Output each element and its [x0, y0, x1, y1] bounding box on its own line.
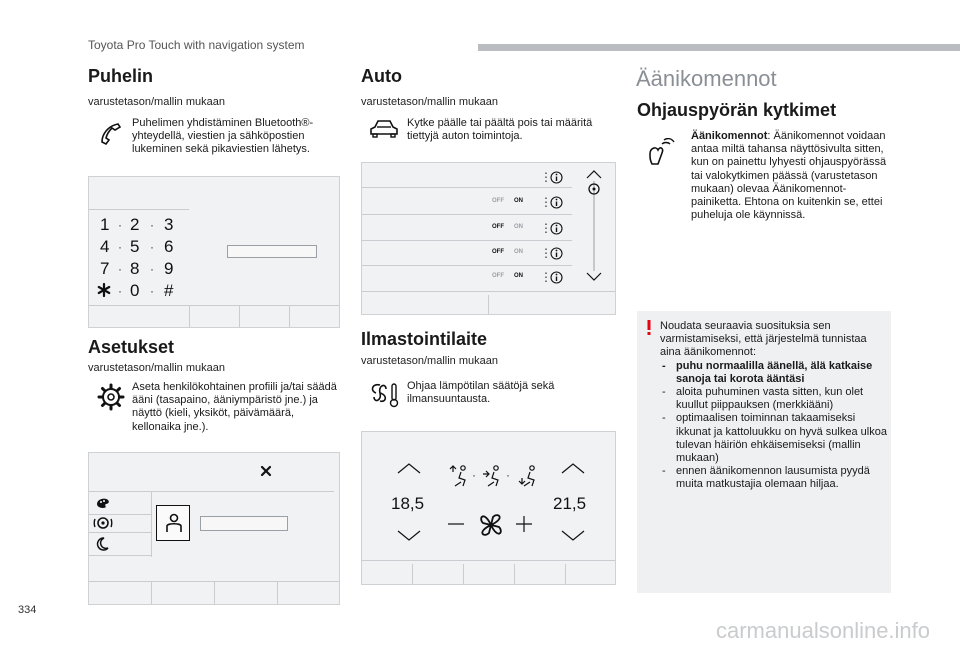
toggle-1-off[interactable]: OFF	[492, 198, 504, 204]
phone-icon	[98, 120, 124, 146]
exclamation-warning-icon	[645, 320, 653, 336]
aanikomennot-description	[691, 130, 891, 222]
ilmastointi-title: Ilmastointilaite	[361, 329, 488, 349]
airflow-face-icon[interactable]	[449, 464, 473, 488]
keypad-key-1[interactable]: 1	[100, 215, 110, 234]
close-icon[interactable]	[260, 465, 272, 477]
temp-left-down-icon[interactable]	[396, 530, 422, 542]
toggle-4-off[interactable]: OFF	[492, 273, 504, 279]
scrollbar[interactable]	[584, 167, 604, 285]
keypad-key-9[interactable]: 9	[164, 259, 174, 278]
info-icon[interactable]	[550, 196, 563, 209]
watermark: carmanualsonline.info	[716, 618, 931, 643]
asterisk-key-icon[interactable]	[97, 283, 111, 297]
palette-icon[interactable]	[95, 496, 111, 510]
asetukset-title: Asetukset	[88, 337, 175, 357]
info-icon[interactable]	[550, 271, 563, 284]
warning-list	[660, 360, 888, 492]
keypad-key-hash[interactable]: #	[164, 281, 174, 300]
page-number: 334	[18, 604, 37, 616]
warning-text	[660, 320, 888, 492]
temp-left-value: 18,5	[391, 494, 425, 513]
toggle-2-off[interactable]: OFF	[492, 224, 504, 230]
warning-item: - aloita puhuminen vasta sitten, kun olet kuullut piippauksen (merkkiääni)	[660, 386, 888, 412]
puhelin-title: Puhelin	[88, 66, 154, 86]
header-bar	[478, 44, 960, 51]
asetukset-description: Aseta henkilökohtainen profiili ja/tai säädä ääni (tasapaino, ääniympäristö jne.) ja näyttö (kieli, yksiköt, päivämäärä, kellonaika jne.).	[132, 381, 337, 433]
fan-icon	[474, 508, 508, 542]
toggle-2-on[interactable]: ON	[514, 224, 523, 230]
number-display-field[interactable]	[227, 245, 317, 258]
puhelin-description: Puhelimen yhdistäminen Bluetooth®-yhteydellä, viestien ja sähköpostien lukeminen sekä pikaviestien lähetys.	[132, 117, 314, 156]
warning-item: - ennen äänikomennon lausumista pyydä muita matkustajia olemaan hiljaa.	[660, 465, 888, 491]
toggle-3-on[interactable]: ON	[514, 249, 523, 255]
settings-screen	[88, 452, 340, 605]
temp-right-up-icon[interactable]	[560, 462, 586, 474]
running-header: Toyota Pro Touch with navigation system	[88, 38, 305, 52]
profile-name-field[interactable]	[200, 516, 288, 531]
ilmastointi-description: Ohjaa lämpötilan säätöjä sekä ilmansuuntausta.	[407, 380, 555, 406]
airflow-windshield-icon[interactable]	[518, 464, 542, 488]
auto-description: Kytke päälle tai päältä pois tai määritä tiettyjä auton toimintoja.	[407, 117, 593, 143]
user-profile-icon	[165, 513, 183, 533]
temp-right-down-icon[interactable]	[560, 530, 586, 542]
temp-left-up-icon[interactable]	[396, 462, 422, 474]
auto-title: Auto	[361, 66, 402, 86]
keypad-key-3[interactable]: 3	[164, 215, 174, 234]
fan-increase-icon[interactable]	[516, 516, 532, 532]
voice-command-icon	[644, 138, 678, 168]
aanikomennot-body: : Äänikomennot voidaan antaa miltä tahansa näyttösivulta sitten, kun on painettu lyhyesti ohjauspyörässä tai valokytkimen päässä (varustetason mukaan) olevaa Äänikomennot-painiketta. Ehtona on kuitenkin se, ettei puheluja ole käynnissä.	[691, 130, 887, 222]
car-icon	[368, 118, 400, 140]
ilmastointi-availability: varustetason/mallin mukaan	[361, 355, 498, 367]
phone-screen: 1 · 2 · 3 4 · 5 · 6 7 · 8 · 9 · 0 · #	[88, 176, 340, 328]
keypad-key-8[interactable]: 8	[130, 259, 140, 278]
warning-item: - puhu normaalilla äänellä, älä katkaise sanoja tai korota ääntäsi	[660, 360, 888, 386]
climate-screen: 18,5 21,5 · ·	[361, 431, 616, 585]
keypad-key-7[interactable]: 7	[100, 259, 110, 278]
keypad-key-0[interactable]: 0	[130, 281, 140, 300]
info-icon[interactable]	[550, 171, 563, 184]
keypad-key-4[interactable]: 4	[100, 237, 110, 256]
aanikomennot-label: Äänikomennot	[691, 130, 768, 142]
keypad-key-5[interactable]: 5	[130, 237, 140, 256]
keypad-key-6[interactable]: 6	[164, 237, 174, 256]
aanikomennot-title: Äänikomennot	[636, 66, 777, 91]
airflow-feet-icon[interactable]	[482, 464, 506, 488]
vehicle-screen: ⋮ OFF ON ⋮ OFF ON ⋮ OFF ON ⋮ OFF ON ⋮	[361, 162, 616, 315]
asetukset-availability: varustetason/mallin mukaan	[88, 362, 225, 374]
puhelin-availability: varustetason/mallin mukaan	[88, 96, 225, 108]
keypad-key-2[interactable]: 2	[130, 215, 140, 234]
info-icon[interactable]	[550, 222, 563, 235]
auto-availability: varustetason/mallin mukaan	[361, 96, 498, 108]
gear-icon	[97, 383, 125, 411]
ohjauspyora-subtitle: Ohjauspyörän kytkimet	[637, 100, 837, 120]
info-icon[interactable]	[550, 247, 563, 260]
temp-right-value: 21,5	[553, 494, 587, 513]
sound-settings-icon[interactable]	[93, 515, 113, 531]
moon-icon[interactable]	[95, 537, 109, 551]
toggle-1-on[interactable]: ON	[514, 198, 523, 204]
profile-button[interactable]	[156, 505, 190, 541]
toggle-4-on[interactable]: ON	[514, 273, 523, 279]
warning-item: - optimaalisen toiminnan takaamiseksi ikkunat ja kattoluukku on hyvä sulkea ulkoa tulevan häiriön ehkäisemiseksi (mallin mukaan)	[660, 412, 888, 465]
climate-icon	[368, 381, 400, 409]
fan-decrease-icon[interactable]	[448, 522, 464, 526]
toggle-3-off[interactable]: OFF	[492, 249, 504, 255]
warning-intro: Noudata seuraavia suosituksia sen varmistamiseksi, että järjestelmä tunnistaa aina äänikomennot:	[660, 320, 867, 359]
